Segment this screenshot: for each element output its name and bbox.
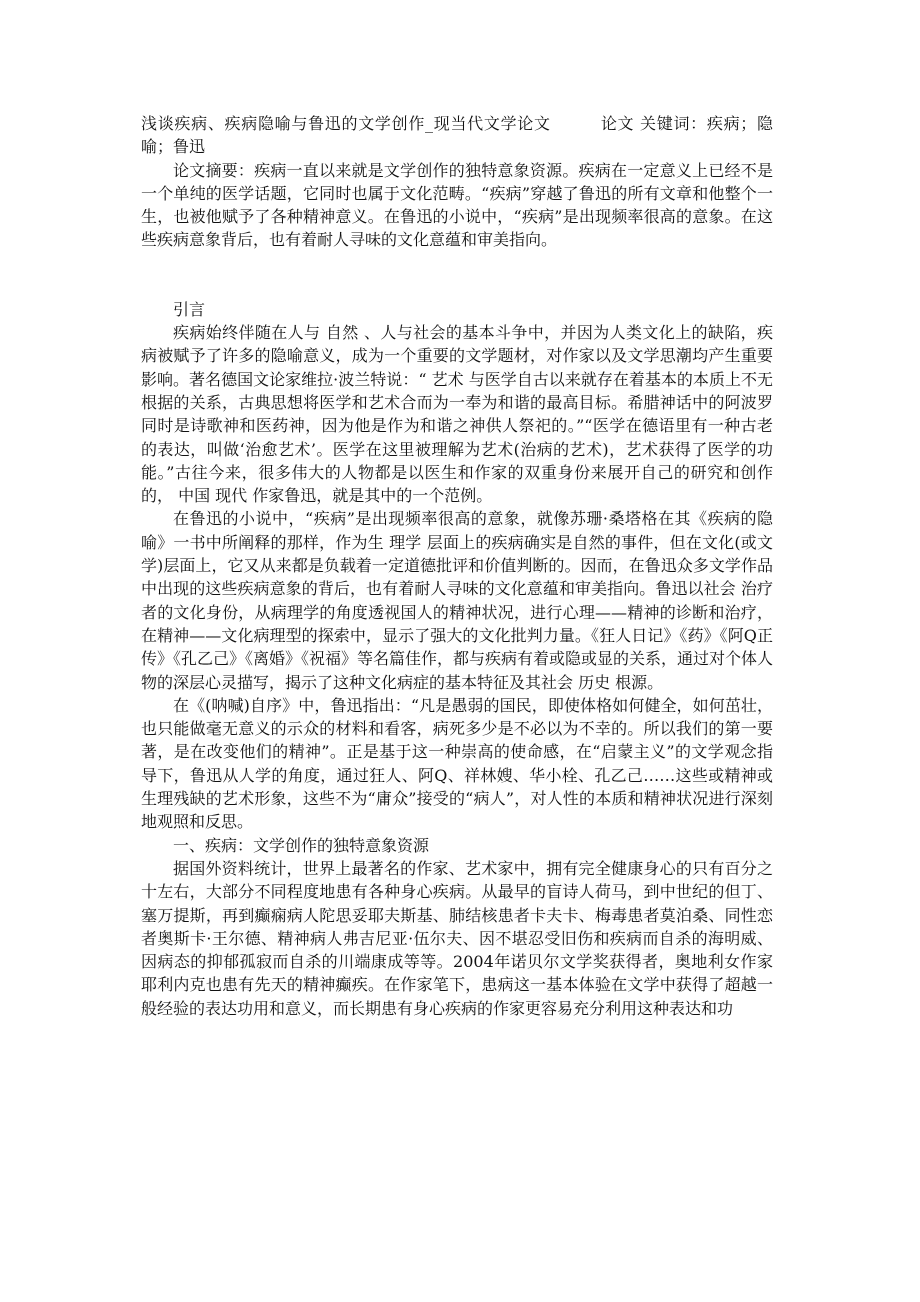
document-title-keywords: 浅谈疾病、疾病隐喻与鲁迅的文学创作_现当代文学论文 论文 关键词：疾病；隐喻；鲁迅 [141,114,773,157]
section-1-heading: 一、疾病：文学创作的独特意象资源 [173,835,430,855]
paragraph-gap [141,252,773,298]
intro-heading: 引言 [173,299,206,319]
document-page [141,112,773,1020]
section-1-paragraph-1: 据国外资料统计，世界上最著名的作家、艺术家中，拥有完全健康身心的只有百分之十左右，大部分不同程度地患有各种身心疾病。从最早的盲诗人荷马，到中世纪的但丁、塞万提斯，再到癫痫病人陀思妥耶夫斯基、肺结核患者卡夫卡、梅毒患者莫泊桑、同性恋者奥斯卡·王尔德、精神病人弗吉尼亚·伍尔夫、因不堪忍受旧伤和疾病而自杀的海明威、因病态的抑郁孤寂而自杀的川端康成等等。2004年诺贝尔文学奖获得者，奥地利女作家耶利内克也患有先天的精神癫疾。在作家笔下，患病这一基本体验在文学中获得了超越一般经验的表达功用和意义，而长期患有身心疾病的作家更容易充分利用这种表达和功 [141,858,773,1018]
intro-paragraph-3: 在《(呐喊)自序》中，鲁迅指出：“凡是愚弱的国民，即使体格如何健全，如何茁壮，也只能做毫无意义的示众的材料和看客，病死多少是不必以为不幸的。所以我们的第一要著，是在改变他们的精神”。正是基于这一种崇高的使命感，在“启蒙主义”的文学观念指导下，鲁迅从人学的角度，通过狂人、阿Q、祥林嫂、华小栓、孔乙己……这些或精神或生理残缺的艺术形象，这些不为“庸众”接受的“病人”，对人性的本质和精神状况进行深刻地观照和反思。 [141,695,773,832]
intro-paragraph-2: 在鲁迅的小说中，“疾病”是出现频率很高的意象，就像苏珊·桑塔格在其《疾病的隐喻》一书中所阐释的那样，作为生 理学 层面上的疾病确实是自然的事件，但在文化(或文学)层面上，它又从来都是负载着一定道德批评和价值判断的。因而，在鲁迅众多文学作品中出现的这些疾病意象的背后，也有着耐人寻味的文化意蕴和审美指向。鲁迅以社会 治疗 者的文化身份，从病理学的角度透视国人的精神状况，进行心理——精神的诊断和治疗，在精神——文化病理型的探索中，显示了强大的文化批判力量。《狂人日记》《药》《阿Q正传》《孔乙己》《离婚》《祝福》等名篇佳作，都与疾病有着或隐或显的关系，通过对个体人物的深层心灵描写，揭示了这种文化病症的基本特征及其社会 历史 根源。 [141,509,774,692]
intro-paragraph-1: 疾病始终伴随在人与 自然 、人与社会的基本斗争中，并因为人类文化上的缺陷，疾病被赋予了许多的隐喻意义，成为一个重要的文学题材，对作家以及文学思潮均产生重要影响。著名德国文论家维拉·波兰特说：“ 艺术 与医学自古以来就存在着基本的本质上不无根据的关系，古典思想将医学和艺术合而为一奉为和谐的最高目标。希腊神话中的阿波罗同时是诗歌神和医药神，因为他是作为和谐之神供人祭祀的。”“医学在德语里有一种古老的表达，叫做‘治愈艺术’。医学在这里被理解为艺术(治病的艺术)，艺术获得了医学的功能。”古往今来，很多伟大的人物都是以医生和作家的双重身份来展开自己的研究和创作的， 中国 现代 作家鲁迅，就是其中的一个范例。 [141,323,773,506]
abstract-paragraph: 论文摘要：疾病一直以来就是文学创作的独特意象资源。疾病在一定意义上已经不是一个单纯的医学话题，它同时也属于文化范畴。“疾病”穿越了鲁迅的所有文章和他整个一生，也被他赋予了各种精神意义。在鲁迅的小说中，“疾病”是出现频率很高的意象。在这些疾病意象背后，也有着耐人寻味的文化意蕴和审美指向。 [141,160,773,250]
